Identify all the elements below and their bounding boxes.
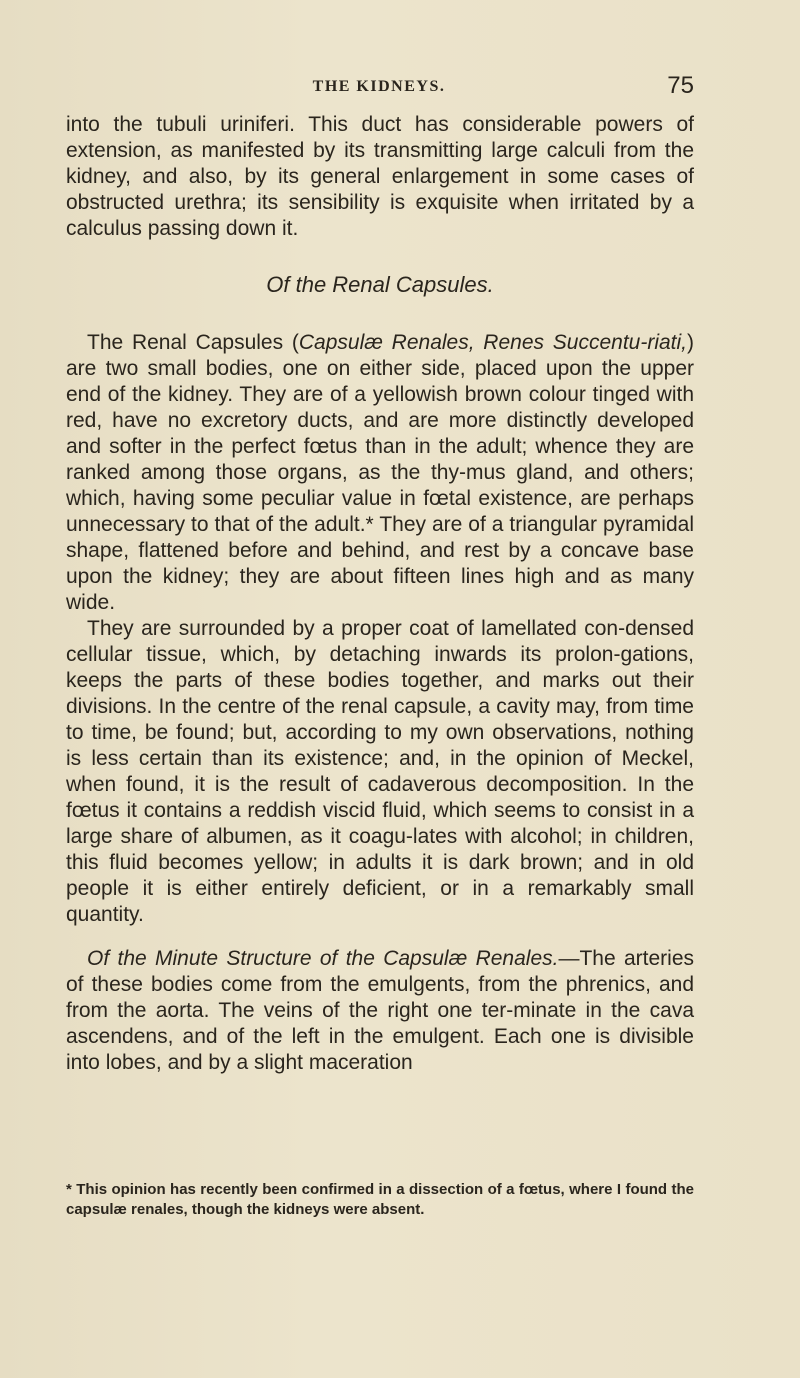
footnote: * This opinion has recently been confirmed in a dissection of a fœtus, where I found the capsulæ renales, though the kidneys were absent.	[66, 1181, 694, 1218]
paragraph-continuation: into the tubuli uriniferi. This duct has considerable powers of extension, as manifested by its transmitting large calculi from the kidney, and also, by its general enlargement in some cases of obstructed urethra; its sensibility is exquisite when irritated by a calculus passing down it.	[66, 113, 694, 240]
body-text	[66, 112, 694, 1076]
running-title: THE KIDNEYS.	[312, 78, 446, 95]
subheading-minute-structure: Of the Minute Structure of the Capsulæ Renales.	[87, 947, 559, 970]
paragraph-text: The Renal Capsules (	[87, 331, 299, 354]
paragraph-text: They are surrounded by a proper coat of lamellated con-densed cellular tissue, which, by detaching inwards its prolon-gations, keeps the parts of these bodies together, and marks out their divisions. In the centre of the renal capsule, a cavity may, from time to time, be found; but, according to my own observations, nothing is less certain than its existence; and, in the opinion of Meckel, when found, it is the result of cadaverous decomposition. In the fœtus it contains a reddish viscid fluid, which seems to consist in a large share of albumen, as it coagu-lates with alcohol; in children, this fluid becomes yellow; in adults it is dark brown; and in old people it is either entirely deficient, or in a remarkably small quantity.	[66, 617, 694, 926]
running-head	[64, 72, 694, 102]
paragraph-minute-structure	[66, 946, 694, 1076]
paragraph-renal-capsules	[66, 330, 694, 616]
paragraph-text: —The arteries of these bodies come from the emulgents, from the phrenics, and from the aorta. The veins of the right one ter-minate in the cava ascendens, and of the left in the emulgent. Each one is divisible into lobes, and by a slight maceration	[66, 947, 694, 1074]
paragraph-coat	[66, 616, 694, 928]
page-number: 75	[667, 72, 694, 99]
section-heading-renal-capsules: Of the Renal Capsules.	[266, 272, 494, 297]
latin-term: Capsulæ Renales, Renes Succentu-riati,	[298, 331, 687, 354]
paragraph-text: ) are two small bodies, one on either side, placed upon the upper end of the kidney. They are of a yellowish brown colour tinged with red, have no excretory ducts, and are more distinctly developed and softer in the perfect fœtus than in the adult; whence they are ranked among those organs, as the thy-mus gland, and others; which, having some peculiar value in fœtal existence, are perhaps unnecessary to that of the adult.* They are of a triangular pyramidal shape, flattened before and behind, and rest by a concave base upon the kidney; they are about fifteen lines high and as many wide.	[66, 331, 694, 614]
